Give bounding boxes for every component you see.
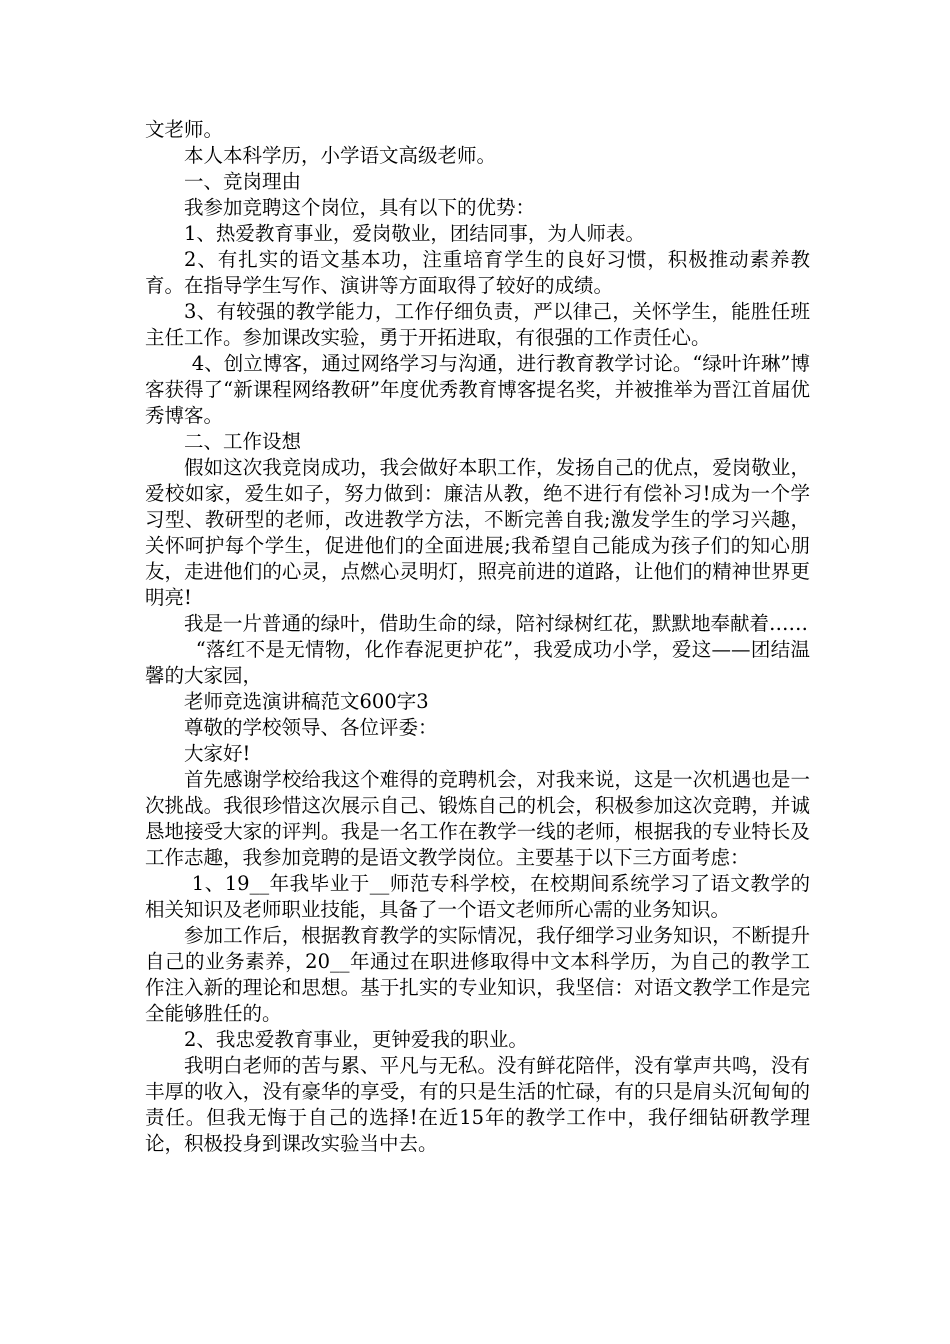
paragraph: 我明白老师的苦与累、平凡与无私。没有鲜花陪伴，没有掌声共鸣，没有丰厚的收入，没有豪华的享受，有的只是生活的忙碌，有的只是肩头沉甸甸的责任。但我无悔于自己的选择!在近15年的教学工作中，我仔细钻研教学理论，积极投身到课改实验当中去。 [145,1054,810,1155]
paragraph: 假如这次我竞岗成功，我会做好本职工作，发扬自己的优点，爱岗敬业，爱校如家，爱生如子，努力做到：廉洁从教，绝不进行有偿补习!成为一个学习型、教研型的老师，改进教学方法，不断完善自我;激发学生的学习兴趣，关怀呵护每个学生，促进他们的全面进展;我希望自己能成为孩子们的知心朋友，走进他们的心灵，点燃心灵明灯，照亮前进的道路，让他们的精神世界更明亮! [145,456,810,609]
section-heading: 二、工作设想 [184,430,302,453]
section-heading: 一、竞岗理由 [184,170,302,193]
paragraph: 本人本科学历，小学语文高级老师。 [184,144,497,167]
list-item: 3、有较强的教学能力，工作仔细负责，严以律己，关怀学生，能胜任班主任工作。参加课改实验，勇于开拓进取，有很强的工作责任心。 [145,300,810,349]
paragraph: 我参加竞聘这个岗位，具有以下的优势： [184,196,536,219]
article-title: 老师竞选演讲稿范文600字3 [184,690,429,713]
paragraph: 我是一片普通的绿叶，借助生命的绿，陪衬绿树红花，默默地奉献着…… [184,612,809,635]
salutation: 尊敬的学校领导、各位评委： [184,716,438,739]
document-body [145,117,810,1157]
list-item: 2、我忠爱教育事业，更钟爱我的职业。 [184,1028,528,1051]
list-item: 4、创立博客，通过网络学习与沟通，进行教育教学讨论。“绿叶许琳”博客获得了“新课程网络教研”年度优秀教育博客提名奖，并被推举为晋江首届优秀博客。 [145,352,810,427]
paragraph: 文老师。 [145,118,224,141]
paragraph: “落红不是无情物，化作春泥更护花”，我爱成功小学，爱这——团结温馨的大家园， [145,638,810,687]
list-item: 1、热爱教育事业，爱岗敬业，团结同事，为人师表。 [184,222,645,245]
paragraph: 参加工作后，根据教育教学的实际情况，我仔细学习业务知识，不断提升自己的业务素养，20__年通过在职进修取得中文本科学历，为自己的教学工作注入新的理论和思想。基于扎实的专业知识，我坚信：对语文教学工作是完全能够胜任的。 [145,924,810,1025]
list-item: 1、19__年我毕业于__师范专科学校，在校期间系统学习了语文教学的相关知识及老师职业技能，具备了一个语文老师所心需的业务知识。 [145,872,810,921]
greeting: 大家好! [184,742,251,765]
paragraph: 首先感谢学校给我这个难得的竞聘机会，对我来说，这是一次机遇也是一次挑战。我很珍惜这次展示自己、锻炼自己的机会，积极参加这次竞聘，并诚恳地接受大家的评判。我是一名工作在教学一线的老师，根据我的专业特长及工作志趣，我参加竞聘的是语文教学岗位。主要基于以下三方面考虑： [145,768,810,869]
list-item: 2、有扎实的语文基本功，注重培育学生的良好习惯，积极推动素养教育。在指导学生写作、演讲等方面取得了较好的成绩。 [145,248,810,297]
